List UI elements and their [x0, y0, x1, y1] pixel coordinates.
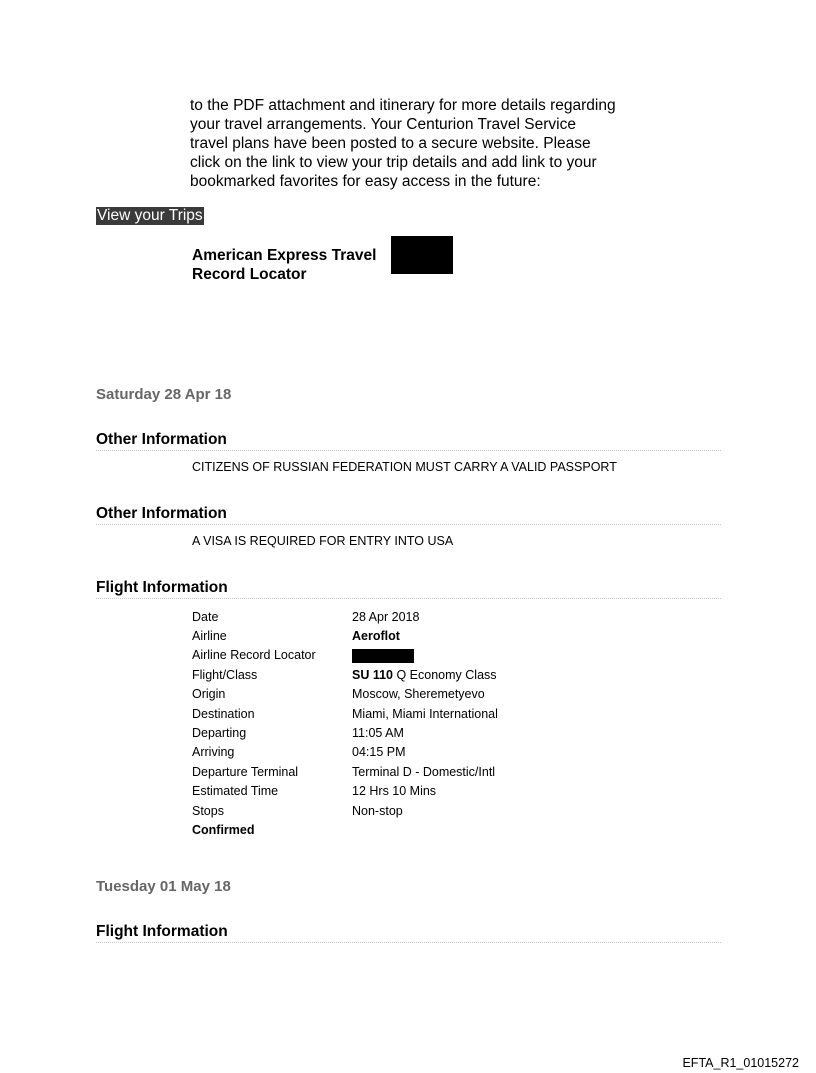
table-row: [192, 607, 498, 626]
other-information-heading: Other Information: [96, 430, 721, 451]
stops-value: Non-stop: [352, 803, 403, 818]
airline-record-locator-label: Airline Record Locator: [192, 648, 316, 663]
intro-line: your travel arrangements. Your Centurion Travel Service: [190, 116, 576, 133]
table-row: [192, 665, 498, 684]
confirmed-status: Confirmed: [192, 822, 255, 837]
table-row: [192, 782, 498, 801]
table-row: [192, 801, 498, 820]
table-row: [192, 743, 498, 762]
date-label: Date: [192, 609, 219, 624]
airline-label: Airline: [192, 629, 227, 644]
redacted-record-locator: [391, 236, 453, 274]
table-row: [192, 626, 498, 645]
day-heading-tuesday: Tuesday 01 May 18: [96, 878, 231, 895]
table-row: [192, 685, 498, 704]
record-locator-line1: American Express Travel: [192, 247, 377, 264]
departure-terminal-value: Terminal D - Domestic/Intl: [352, 764, 496, 779]
arriving-value: 04:15 PM: [352, 745, 406, 760]
destination-value: Miami, Miami International: [352, 706, 498, 721]
intro-line: bookmarked favorites for easy access in the future:: [190, 173, 541, 190]
day-heading-saturday: Saturday 28 Apr 18: [96, 386, 232, 403]
estimated-time-label: Estimated Time: [192, 784, 279, 799]
flight-class-value: [352, 665, 498, 684]
date-value: 28 Apr 2018: [352, 609, 420, 624]
flight-information-heading: Flight Information: [96, 922, 721, 943]
origin-label: Origin: [192, 687, 226, 702]
origin-value: Moscow, Sheremetyevo: [352, 687, 485, 702]
document-id: EFTA_R1_01015272: [682, 1056, 799, 1070]
departing-label: Departing: [192, 726, 247, 741]
flight-class-label: Flight/Class: [192, 667, 258, 682]
intro-line: to the PDF attachment and itinerary for more details regarding: [190, 97, 616, 114]
flight-details-table: [192, 607, 498, 840]
stops-label: Stops: [192, 803, 224, 818]
class-of-service: Q Economy Class: [393, 667, 497, 682]
redacted-airline-locator: [352, 649, 414, 663]
estimated-time-value: 12 Hrs 10 Mins: [352, 784, 437, 799]
passport-notice: CITIZENS OF RUSSIAN FEDERATION MUST CARRY A VALID PASSPORT: [192, 460, 617, 474]
table-row: [192, 704, 498, 723]
view-trips-link[interactable]: View your Trips: [97, 207, 203, 224]
destination-label: Destination: [192, 706, 255, 721]
record-locator-label: [192, 246, 392, 284]
flight-number: SU 110: [352, 667, 394, 682]
visa-notice: A VISA IS REQUIRED FOR ENTRY INTO USA: [192, 534, 454, 548]
table-row: [192, 820, 498, 839]
airline-value: Aeroflot: [352, 629, 400, 644]
arriving-label: Arriving: [192, 745, 235, 760]
other-information-heading: Other Information: [96, 504, 721, 525]
departing-value: 11:05 AM: [352, 726, 404, 741]
table-row: [192, 762, 498, 781]
table-row: [192, 723, 498, 742]
record-locator-line2: Record Locator: [192, 266, 307, 283]
table-row: [192, 646, 498, 665]
airline-record-locator-value: [352, 646, 498, 665]
intro-line: click on the link to view your trip details and add link to your: [190, 154, 597, 171]
intro-paragraph: [190, 96, 640, 191]
departure-terminal-label: Departure Terminal: [192, 764, 299, 779]
intro-line: travel plans have been posted to a secure website. Please: [190, 135, 591, 152]
flight-information-heading: Flight Information: [96, 578, 721, 599]
